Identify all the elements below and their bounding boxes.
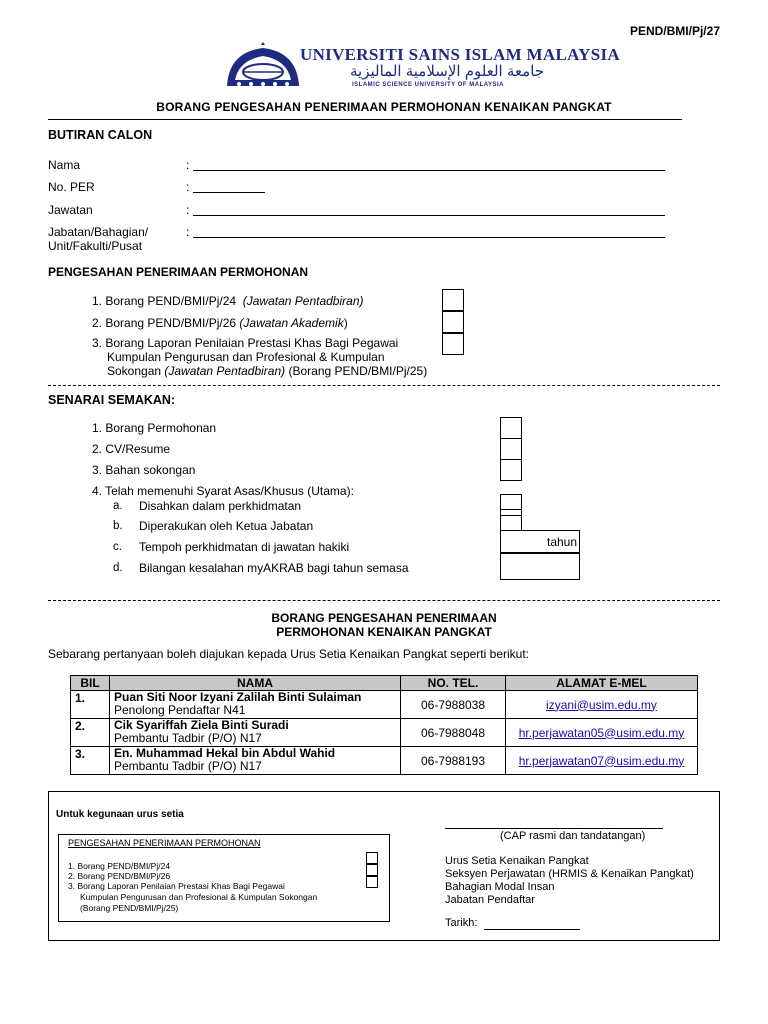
university-name-arabic: جامعة العلوم الإسلامية الماليزية xyxy=(350,63,545,80)
row-email-cell xyxy=(506,691,698,719)
pengesahan-item-3-note: (Jawatan Pentadbiran) xyxy=(164,364,286,378)
form-code: PEND/BMI/Pj/27 xyxy=(629,24,720,38)
no-per-input-line[interactable] xyxy=(193,192,265,193)
senarai-sub-item-c: Tempoh perkhidmatan di jawatan hakiki xyxy=(139,540,350,554)
pengesahan-item-1-label: 1. Borang PEND/BMI/Pj/24 xyxy=(92,294,237,308)
checkbox-pengesahan-3[interactable] xyxy=(442,333,464,355)
cap-label: (CAP rasmi dan tandatangan) xyxy=(500,830,646,842)
address-line-4: Jabatan Pendaftar xyxy=(445,894,535,906)
row-tel: 06-7988193 xyxy=(401,747,506,775)
field-colon: : xyxy=(186,225,190,239)
senarai-sub-letter-a: a. xyxy=(113,500,123,512)
table-row xyxy=(71,719,698,747)
senarai-sub-letter-c: c. xyxy=(113,541,122,553)
myakrab-field[interactable] xyxy=(500,553,580,580)
row-position: Pembantu Tadbir (P/O) N17 xyxy=(114,731,262,745)
senarai-item-4: 4. Telah memenuhi Syarat Asas/Khusus (Utama): xyxy=(92,484,354,498)
field-label-jawatan: Jawatan xyxy=(48,203,93,217)
slip-title-line2: PERMOHONAN KENAIKAN PANGKAT xyxy=(276,625,492,639)
senarai-item-1: 1. Borang Permohonan xyxy=(92,421,217,435)
senarai-heading: SENARAI SEMAKAN: xyxy=(48,393,176,407)
email-link[interactable]: hr.perjawatan05@usim.edu.my xyxy=(518,725,685,740)
checkbox-inner-1[interactable] xyxy=(366,852,378,864)
row-position: Pembantu Tadbir (P/O) N17 xyxy=(114,759,262,773)
col-bil: BIL xyxy=(71,676,110,691)
pengesahan-item-1 xyxy=(92,294,364,308)
row-email-cell xyxy=(506,719,698,747)
jabatan-input-line[interactable] xyxy=(193,237,665,238)
pengesahan-item-2-close: ) xyxy=(343,316,348,330)
university-subtitle: ISLAMIC SCIENCE UNIVERSITY OF MALAYSIA xyxy=(352,82,505,88)
contact-table-header xyxy=(71,676,698,691)
pengesahan-item-3-line3b: (Borang PEND/BMI/Pj/25) xyxy=(288,364,428,378)
university-name: UNIVERSITI SAINS ISLAM MALAYSIA xyxy=(300,45,620,64)
inner-item-1: 1. Borang PEND/BMI/Pj/24 xyxy=(68,861,171,871)
pengesahan-item-3 xyxy=(92,336,427,378)
tarikh-input-line[interactable] xyxy=(484,929,580,930)
butiran-heading: BUTIRAN CALON xyxy=(48,128,153,142)
nama-input-line[interactable] xyxy=(193,170,665,171)
checkbox-pengesahan-1[interactable] xyxy=(442,289,464,311)
pengesahan-item-3-line3a: Sokongan xyxy=(107,364,162,378)
address-line-1: Urus Setia Kenaikan Pangkat xyxy=(445,855,589,867)
row-tel: 06-7988038 xyxy=(401,691,506,719)
signature-line[interactable] xyxy=(445,828,663,829)
address-line-3: Bahagian Modal Insan xyxy=(445,881,555,893)
checkbox-senarai-4b[interactable] xyxy=(500,509,522,531)
tahun-field[interactable] xyxy=(500,530,580,553)
row-nama xyxy=(110,747,401,775)
row-name: En. Muhammad Hekal bin Abdul Wahid xyxy=(114,746,336,760)
checkbox-inner-2[interactable] xyxy=(366,864,378,876)
checkbox-senarai-1[interactable] xyxy=(500,417,522,439)
checkbox-pengesahan-2[interactable] xyxy=(442,311,464,333)
kegunaan-label: Untuk kegunaan urus setia xyxy=(56,809,184,820)
col-nama: NAMA xyxy=(110,676,401,691)
senarai-sub-letter-b: b. xyxy=(113,520,123,532)
address-line-2: Seksyen Perjawatan (HRMIS & Kenaikan Pangkat) xyxy=(445,868,694,880)
field-colon: : xyxy=(186,158,190,172)
field-label-no-per: No. PER xyxy=(48,180,95,194)
inner-item-3: 3. Borang Laporan Penilaian Prestasi Khas Bagi Pegawai xyxy=(68,881,285,891)
col-tel: NO. TEL. xyxy=(401,676,506,691)
field-label-jabatan-line2: Unit/Fakulti/Pusat xyxy=(48,239,143,253)
slip-title xyxy=(0,611,768,639)
field-label-jabatan xyxy=(48,225,148,253)
inner-item-2: 2. Borang PEND/BMI/Pj/26 xyxy=(68,871,171,881)
checkbox-senarai-3[interactable] xyxy=(500,459,522,481)
row-nama xyxy=(110,719,401,747)
email-link[interactable]: hr.perjawatan07@usim.edu.my xyxy=(518,753,685,768)
row-name: Cik Syariffah Ziela Binti Suradi xyxy=(114,718,289,732)
field-colon: : xyxy=(186,180,190,194)
senarai-item-2: 2. CV/Resume xyxy=(92,442,171,456)
pengesahan-item-3-line2: Kumpulan Pengurusan dan Profesional & Kumpulan xyxy=(107,350,385,364)
field-label-jabatan-line1: Jabatan/Bahagian/ xyxy=(48,225,149,239)
jawatan-input-line[interactable] xyxy=(193,215,665,216)
title-rule xyxy=(48,119,682,120)
table-row xyxy=(71,747,698,775)
slip-title-line1: BORANG PENGESAHAN PENERIMAAN xyxy=(271,611,497,625)
form-title: BORANG PENGESAHAN PENERIMAAN PERMOHONAN KENAIKAN PANGKAT xyxy=(156,100,612,114)
row-nama xyxy=(110,691,401,719)
row-email-cell xyxy=(506,747,698,775)
row-bil: 3. xyxy=(71,747,110,775)
inner-item-3-line2: Kumpulan Pengurusan dan Profesional & Kumpulan Sokongan xyxy=(80,892,318,902)
col-email: ALAMAT E-MEL xyxy=(506,676,698,691)
slip-intro: Sebarang pertanyaan boleh diajukan kepada Urus Setia Kenaikan Pangkat seperti berikut: xyxy=(48,647,529,661)
pengesahan-item-1-note: (Jawatan Pentadbiran) xyxy=(242,294,364,308)
field-colon: : xyxy=(186,203,190,217)
row-name: Puan Siti Noor Izyani Zalilah Binti Sulaiman xyxy=(114,690,362,704)
senarai-sub-item-b: Diperakukan oleh Ketua Jabatan xyxy=(139,519,314,533)
pengesahan-item-2-note: (Jawatan Akademik xyxy=(239,316,344,330)
senarai-item-3: 3. Bahan sokongan xyxy=(92,463,196,477)
senarai-sub-letter-d: d. xyxy=(113,562,123,574)
inner-heading: PENGESAHAN PENERIMAAN PERMOHONAN xyxy=(68,838,261,848)
row-bil: 1. xyxy=(71,691,110,719)
row-tel: 06-7988048 xyxy=(401,719,506,747)
email-link[interactable]: izyani@usim.edu.my xyxy=(546,697,657,712)
senarai-sub-item-a: Disahkan dalam perkhidmatan xyxy=(139,499,302,513)
field-label-nama: Nama xyxy=(48,158,81,172)
inner-item-3-line3: (Borang PEND/BMI/Pj/25) xyxy=(80,903,179,913)
contact-table xyxy=(70,675,698,775)
table-row xyxy=(71,691,698,719)
checkbox-inner-3[interactable] xyxy=(366,876,378,888)
pengesahan-item-3-line1: 3. Borang Laporan Penilaian Prestasi Khas Bagi Pegawai xyxy=(92,336,399,350)
checkbox-senarai-2[interactable] xyxy=(500,438,522,460)
row-bil: 2. xyxy=(71,719,110,747)
row-position: Penolong Pendaftar N41 xyxy=(114,703,246,717)
section-divider xyxy=(48,600,720,601)
tahun-label: tahun xyxy=(547,535,578,549)
tarikh-label: Tarikh: xyxy=(445,917,478,929)
senarai-sub-item-d: Bilangan kesalahan myAKRAB bagi tahun semasa xyxy=(139,561,409,575)
pengesahan-item-2-label: 2. Borang PEND/BMI/Pj/26 xyxy=(92,316,237,330)
section-divider xyxy=(48,385,720,386)
pengesahan-heading: PENGESAHAN PENERIMAAN PERMOHONAN xyxy=(48,265,309,279)
university-logo xyxy=(225,42,301,90)
pengesahan-item-2 xyxy=(92,316,348,330)
